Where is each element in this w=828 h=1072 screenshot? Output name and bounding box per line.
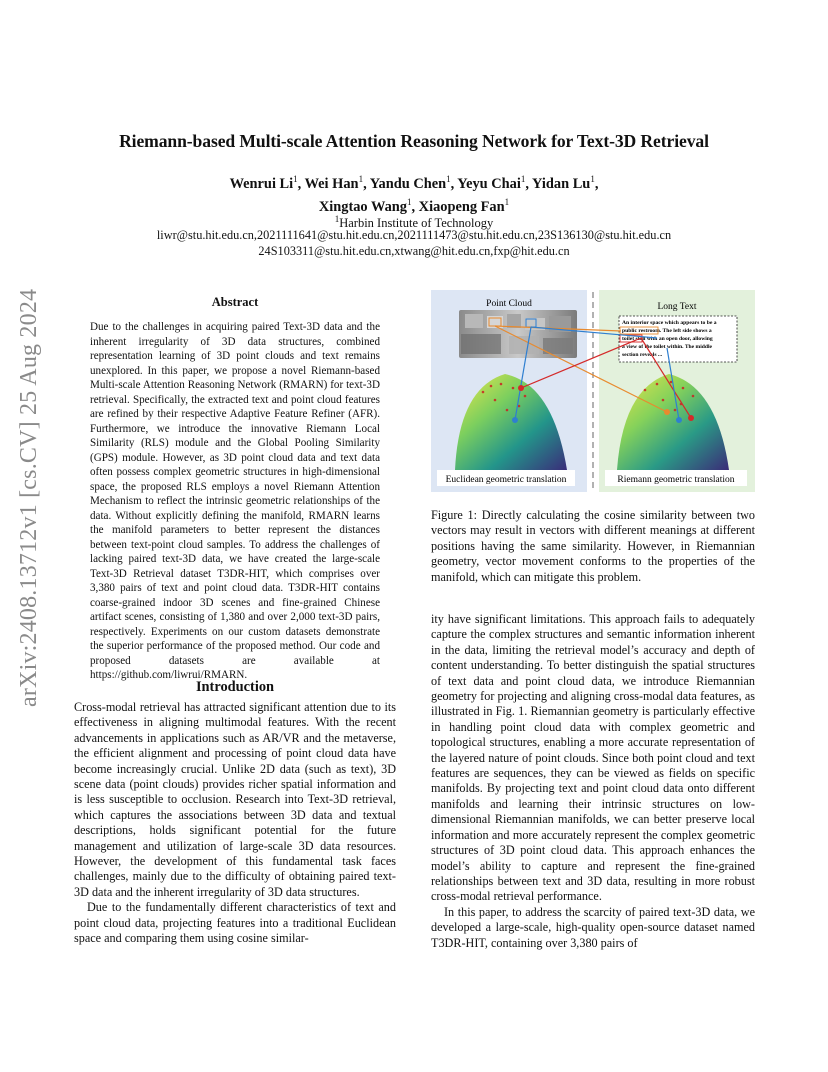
author-line-2: Xingtao Wang$^1$, Xiaopeng Fan$^1$ [318, 196, 510, 215]
svg-text:section reveals ...: section reveals ... [622, 352, 663, 358]
email-line-2: 24S103311@stu.hit.edu.cn,xtwang@hit.edu.cn,fxp@hit.edu.cn [258, 243, 570, 258]
point-cloud-image [459, 310, 577, 358]
author-name: Wei Han [304, 175, 359, 192]
left-panel-title: Point Cloud [486, 299, 532, 309]
right-panel-caption: Riemann geometric translation [617, 475, 735, 485]
left-panel-caption: Euclidean geometric translation [445, 475, 567, 485]
introduction-heading: Introduction [195, 679, 275, 695]
paragraph: ity have significant limitations. This approach fails to adequately capture the complex structures and semantic information inherent in the data, limiting the retrieval model’s accuracy and depth of content understanding. To better distinguish the spatial structures of text data and point cloud data, we introduce Riemannian geometry for projecting and aligning cross-modal data features, as illustrated in Fig. 1. Riemannian geometry is particularly effective in handling point cloud data with complex geometric and topological structures, enabling a more accurate representation of the layered nature of point clouds. Since both point cloud and text features are sequences, they can be viewed as fields on specific manifolds. By projecting text and point cloud data onto different manifolds and learning their intrinsic structures on low-dimensional Riemannian manifolds, we can better preserve local information and more accurately represent the complex geometric structures of 3D point cloud data. This approach enhances the model’s ability to capture and represent the fine-grained relationships between text and 3D data, resulting in more robust cross-modal retrieval performance. [431, 612, 755, 904]
paragraph: In this paper, to address the scarcity of paired text-3D data, we developed a large-scale, high-quality open-source dataset named T3DR-HIT, containing over 3,380 pairs of [431, 904, 755, 950]
author-name: Yidan Lu [532, 175, 591, 192]
author-name: Xiaopeng Fan [418, 198, 505, 215]
author-emails [0, 228, 828, 259]
paper-title: Riemann-based Multi-scale Attention Reasoning Network for Text-3D Retrieval [119, 131, 709, 151]
right-panel-title: Long Text [657, 302, 697, 312]
introduction-body [74, 700, 396, 947]
author-list [0, 170, 828, 216]
paragraph: Cross-modal retrieval has attracted significant attention due to its effectiveness in aligning multimodal features. With the recent advancements in applications such as AR/VR and the metaverse, the efficient alignment and processing of point cloud data have become increasingly crucial. Unlike 2D data (such as text), 3D scene data (point clouds) provides richer spatial information and is less susceptible to occlusion. Research into Text-3D retrieval, which captures the associations between 3D data and textual descriptions, holds significant potential for the future management and utilization of large-scale 3D data resources. However, the development of this fundamental task faces challenges, mainly due to the difficulty of obtaining paired text-3D data and the inherent irregularity of 3D data structures. [74, 700, 396, 899]
figure-1-caption: Figure 1: Directly calculating the cosine similarity between two vectors may result in vectors with different meanings at different positions having the same similarity. However, in Riemannian geometry, vector movement conforms to the properties of the manifold, which can mitigate this problem. [431, 508, 755, 584]
figure-1-graphic [431, 288, 755, 494]
figure-1 [431, 288, 755, 494]
abstract-text: Due to the challenges in acquiring paired Text-3D data and the inherent irregularity of 3D data structures, combined representation learning of 3D point clouds and text remains unexplored. In this paper, we propose a novel Riemann-based Multi-scale Attention Reasoning Network (RMARN) for text-3D retrieval. Specifically, the extracted text and point cloud features are refined by their respective Adaptive Feature Refiner (AFR). Furthermore, we introduce the innovative Riemann Local Similarity (RLS) module and the Global Pooling Similarity (GPS) module. However, as 3D point cloud data and text data often possess complex geometric structures in high-dimensional space, the proposed RLS employs a novel Riemann Attention Mechanism to reflect the intrinsic geometric relationships of the data. Without explicitly defining the manifold, RMARN learns the manifold parameters to better represent the distances between text-point cloud samples. To address the challenges of lacking paired text-3D data, we have created the large-scale Text-3D Retrieval dataset T3DR-HIT, which comprises over 3,380 pairs of text and point cloud data. T3DR-HIT contains coarse-grained indoor 3D scenes and fine-grained Chinese artifact scenes, consisting of 1,380 and over 2,000 text-3D pairs, respectively. Experiments on our custom datasets demonstrate the superior performance of the proposed method. Our code and proposed datasets are available at https://github.com/liwrui/RMARN. [90, 321, 380, 681]
author-line-1: Wenrui Li$^1$, Wei Han$^1$, Yandu Chen$^1$, Yeyu Chai$^1$, Yidan Lu$^1$, [229, 174, 599, 192]
author-name: Yeyu Chai [457, 175, 521, 192]
svg-text:toilet stall with an open door: toilet stall with an open door, allowing [622, 336, 713, 342]
svg-text:public restroom. The left side: public restroom. The left side shows a [622, 328, 712, 334]
author-name: Xingtao Wang [318, 198, 407, 215]
email-line-1: liwr@stu.hit.edu.cn,2021111641@stu.hit.edu.cn,2021111473@stu.hit.edu.cn,23S136130@stu.hit.edu.cn [156, 228, 672, 242]
author-name: Wenrui Li [229, 175, 294, 192]
svg-text:An interior space which appear: An interior space which appears to be a [622, 320, 717, 326]
paragraph: Due to the fundamentally different characteristics of text and point cloud data, projecting features into a traditional Euclidean space and comparing them using cosine similar- [74, 900, 396, 946]
long-text-box [619, 316, 737, 362]
arxiv-stamp: arXiv:2408.13712v1 [cs.CV] 25 Aug 2024 [16, 288, 42, 707]
affiliation: $^1$Harbin Institute of Technology [334, 214, 494, 231]
abstract-heading: Abstract [211, 295, 259, 309]
right-column-body [431, 612, 755, 951]
author-name: Yandu Chen [369, 175, 447, 192]
svg-text:a view of the toilet within. T: a view of the toilet within. The middle [622, 344, 713, 350]
